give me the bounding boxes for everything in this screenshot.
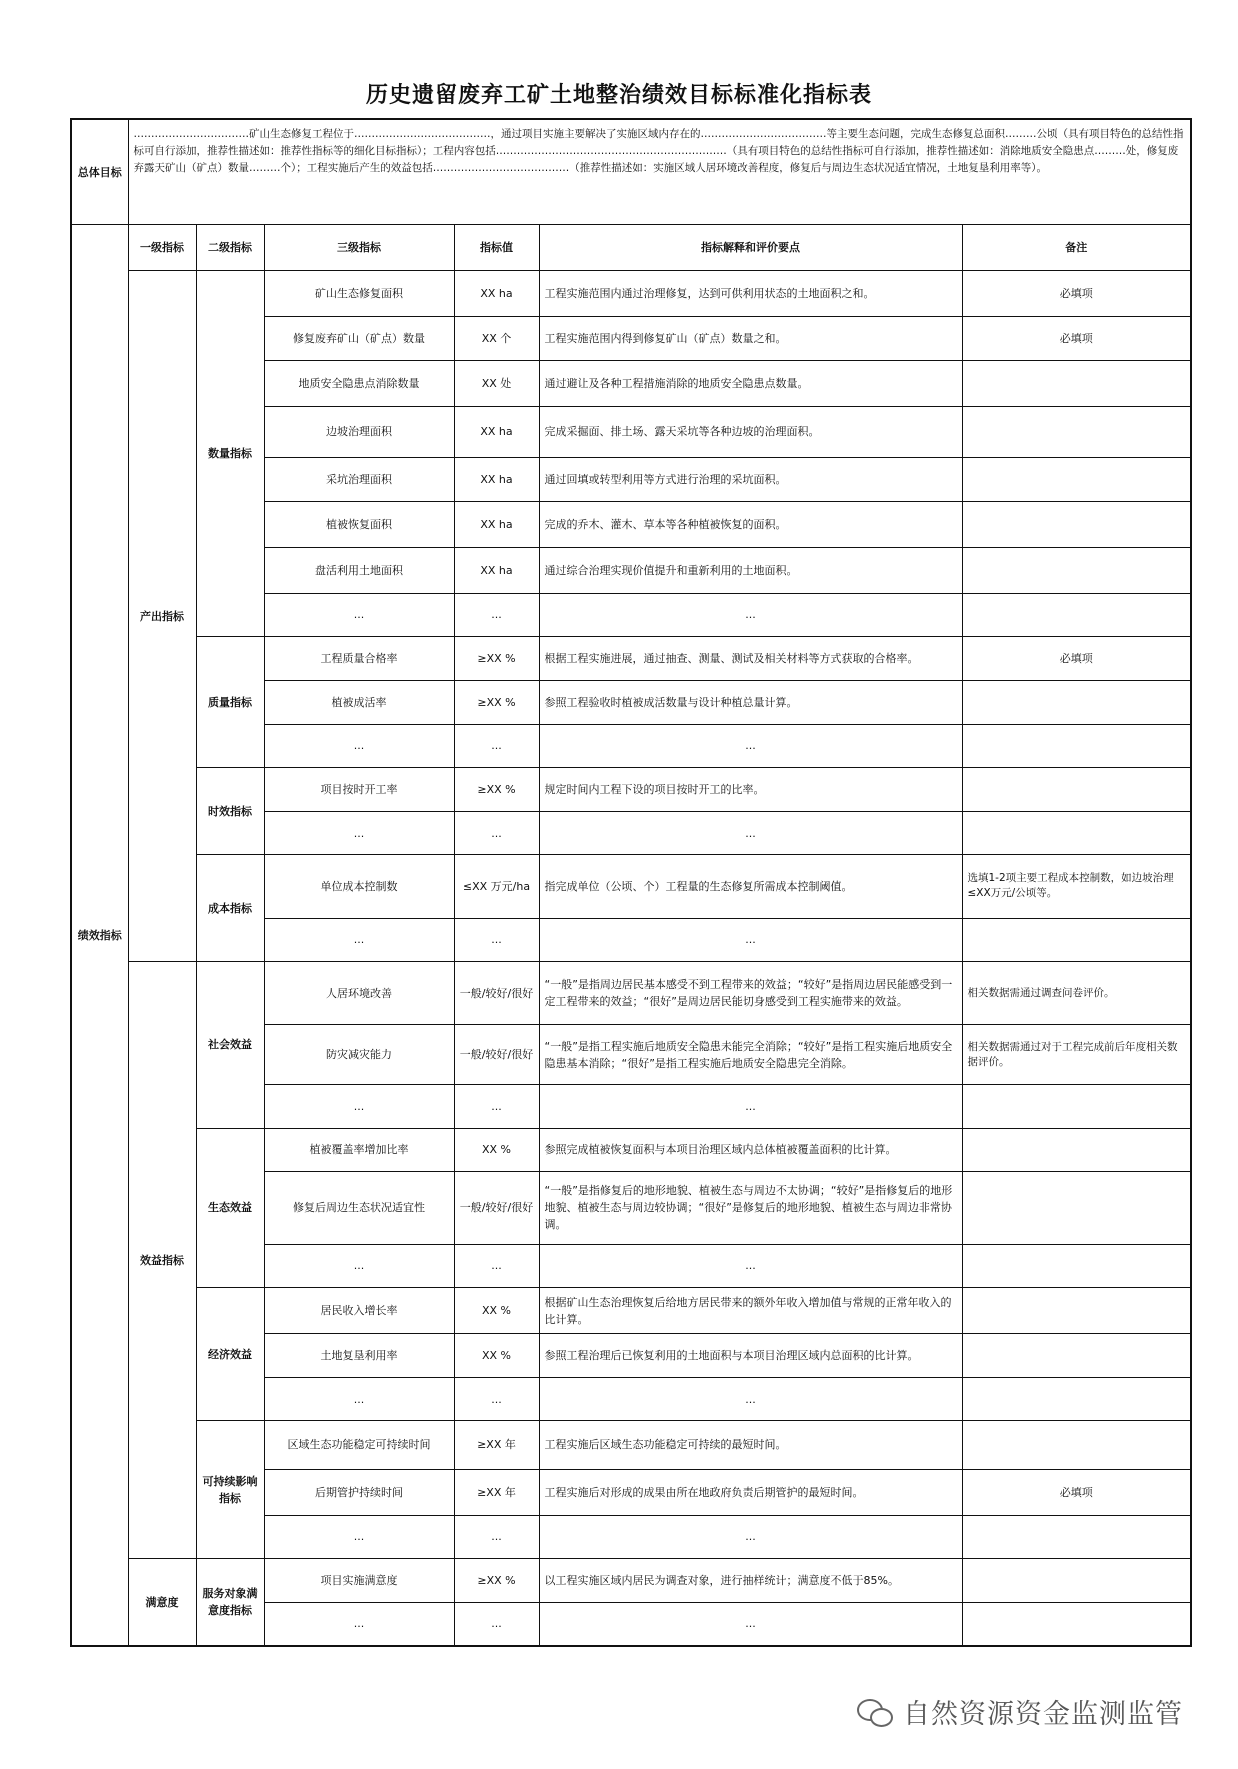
value-cell: ... [454,1515,539,1559]
level3-cell: 项目实施满意度 [264,1559,454,1603]
remark-cell [962,724,1191,768]
remark-cell: 必填项 [962,271,1191,317]
remark-cell [962,547,1191,593]
header-level1: 一级指标 [128,225,196,271]
value-cell: ... [454,1084,539,1128]
remark-cell: 选填1-2项主要工程成本控制数，如边坡治理≤XX万元/公顷等。 [962,855,1191,918]
remark-cell [962,1377,1191,1421]
explain-cell: 指完成单位（公顷、个）工程量的生态修复所需成本控制阈值。 [539,855,962,918]
level3-cell: 修复后周边生态状况适宜性 [264,1172,454,1244]
value-cell: ≥XX % [454,768,539,812]
remark-cell: 必填项 [962,1469,1191,1515]
value-cell: XX ha [454,547,539,593]
explain-cell: 工程实施范围内得到修复矿山（矿点）数量之和。 [539,316,962,360]
value-cell: XX ha [454,458,539,502]
value-cell: ... [454,724,539,768]
level3-cell: ... [264,918,454,962]
table-row [71,1559,1191,1603]
value-cell: 一般/较好/很好 [454,1025,539,1085]
watermark [857,1692,1183,1731]
level3-cell: 矿山生态修复面积 [264,271,454,317]
table-row [71,1421,1191,1469]
value-cell: ... [454,593,539,637]
explain-cell: 以工程实施区域内居民为调查对象，进行抽样统计；满意度不低于85%。 [539,1559,962,1603]
level2-cell: 社会效益 [196,962,264,1128]
level3-cell: ... [264,593,454,637]
explain-cell: 参照工程治理后已恢复利用的土地面积与本项目治理区域内总面积的比计算。 [539,1334,962,1378]
remark-cell [962,1602,1191,1646]
explain-cell: “一般”是指工程实施后地质安全隐患未能完全消除；“较好”是指工程实施后地质安全隐患基本消除；“很好”是指工程实施后地质安全隐患完全消除。 [539,1025,962,1085]
explain-cell: 通过回填或转型利用等方式进行治理的采坑面积。 [539,458,962,502]
value-cell: ≥XX % [454,680,539,724]
remark-cell [962,811,1191,855]
level3-cell: 后期管护持续时间 [264,1469,454,1515]
level3-cell: ... [264,724,454,768]
value-cell: ≥XX % [454,1559,539,1603]
remark-cell [962,501,1191,547]
value-cell: ≥XX % [454,637,539,681]
table-row [71,271,1191,317]
explain-cell: ... [539,811,962,855]
value-cell: ≤XX 万元/ha [454,855,539,918]
header-level2: 二级指标 [196,225,264,271]
level2-cell: 可持续影响指标 [196,1421,264,1559]
level3-cell: 区域生态功能稳定可持续时间 [264,1421,454,1469]
explain-cell: 工程实施后对形成的成果由所在地政府负责后期管护的最短时间。 [539,1469,962,1515]
explain-cell: ... [539,593,962,637]
level2-cell: 成本指标 [196,855,264,962]
level2-cell: 服务对象满意度指标 [196,1559,264,1646]
value-cell: XX ha [454,501,539,547]
level3-cell: 边坡治理面积 [264,406,454,458]
remark-cell: 相关数据需通过对于工程完成前后年度相关数据评价。 [962,1025,1191,1085]
level3-cell: 植被覆盖率增加比率 [264,1128,454,1172]
explain-cell: 规定时间内工程下设的项目按时开工的比率。 [539,768,962,812]
remark-cell: 必填项 [962,637,1191,681]
level3-cell: 地质安全隐患点消除数量 [264,360,454,406]
level3-cell: 土地复垦利用率 [264,1334,454,1378]
explain-cell: “一般”是指周边居民基本感受不到工程带来的效益；“较好”是指周边居民能感受到一定工程带来的效益；“很好”是周边居民能切身感受到工程实施带来的效益。 [539,962,962,1025]
remark-cell [962,1515,1191,1559]
level3-cell: 工程质量合格率 [264,637,454,681]
level2-cell: 生态效益 [196,1128,264,1288]
value-cell: 一般/较好/很好 [454,1172,539,1244]
explain-cell: 完成采掘面、排土场、露天采坑等各种边坡的治理面积。 [539,406,962,458]
remark-cell: 必填项 [962,316,1191,360]
remark-cell [962,768,1191,812]
level3-cell: 人居环境改善 [264,962,454,1025]
explain-cell: 完成的乔木、灌木、草本等各种植被恢复的面积。 [539,501,962,547]
value-cell: ... [454,1602,539,1646]
value-cell: XX % [454,1334,539,1378]
level2-cell: 经济效益 [196,1288,264,1421]
header-explain: 指标解释和评价要点 [539,225,962,271]
remark-cell [962,458,1191,502]
overall-goal-text: ……………………………矿山生态修复工程位于…………………………………，通过项目实施主要解决了实施区域内存在的………………………………等主要生态问题，完成生态修复总面积………公顷（具有项目特色的总结性指标可自行添加，推荐性描述如：推荐性指标等的细化目标指标）；工程内容包括…………………………………………………………（具有项目特色的总结性指标可自行添加，推荐性描述如：消除地质安全隐患点………处，修复废弃露天矿山（矿点）数量………个）；工程实施后产生的效益包括…………………………………（推荐性描述如：实施区域人居环境改善程度，修复后与周边生态状况适宜情况，土地复垦利用率等）。 [128,119,1191,225]
remark-cell [962,1172,1191,1244]
remark-cell [962,1128,1191,1172]
explain-cell: 根据工程实施进展，通过抽查、测量、测试及相关材料等方式获取的合格率。 [539,637,962,681]
level3-cell: 植被恢复面积 [264,501,454,547]
level3-cell: 单位成本控制数 [264,855,454,918]
value-cell: XX 个 [454,316,539,360]
table-row [71,637,1191,681]
remark-cell: 相关数据需通过调查问卷评价。 [962,962,1191,1025]
level3-cell: 盘活利用土地面积 [264,547,454,593]
explain-cell: 通过避让及各种工程措施消除的地质安全隐患点数量。 [539,360,962,406]
value-cell: XX ha [454,271,539,317]
level2-cell: 质量指标 [196,637,264,768]
value-cell: ≥XX 年 [454,1469,539,1515]
table-row [71,855,1191,918]
level3-cell: ... [264,1602,454,1646]
value-cell: XX 处 [454,360,539,406]
value-cell: XX % [454,1128,539,1172]
performance-indicator-label: 绩效指标 [71,225,128,1646]
header-level3: 三级指标 [264,225,454,271]
remark-cell [962,1334,1191,1378]
explain-cell: 参照完成植被恢复面积与本项目治理区域内总体植被覆盖面积的比计算。 [539,1128,962,1172]
level3-cell: ... [264,1515,454,1559]
explain-cell: ... [539,1515,962,1559]
header-row [71,225,1191,271]
remark-cell [962,1084,1191,1128]
table-row [71,1128,1191,1172]
indicator-table [70,118,1192,1647]
explain-cell: ... [539,1602,962,1646]
level3-cell: 防灾减灾能力 [264,1025,454,1085]
level3-cell: 采坑治理面积 [264,458,454,502]
level1-cell: 满意度 [128,1559,196,1646]
header-remark: 备注 [962,225,1191,271]
table-row [71,768,1191,812]
level3-cell: 植被成活率 [264,680,454,724]
level3-cell: ... [264,1084,454,1128]
level3-cell: ... [264,1244,454,1288]
explain-cell: ... [539,1244,962,1288]
remark-cell [962,1288,1191,1334]
explain-cell: 根据矿山生态治理恢复后给地方居民带来的额外年收入增加值与常规的正常年收入的比计算。 [539,1288,962,1334]
explain-cell: “一般”是指修复后的地形地貌、植被生态与周边不太协调；“较好”是指修复后的地形地貌、植被生态与周边较协调；“很好”是修复后的地形地貌、植被生态与周边非常协调。 [539,1172,962,1244]
explain-cell: 工程实施范围内通过治理修复，达到可供利用状态的土地面积之和。 [539,271,962,317]
remark-cell [962,593,1191,637]
level3-cell: ... [264,1377,454,1421]
explain-cell: ... [539,1084,962,1128]
level3-cell: 修复废弃矿山（矿点）数量 [264,316,454,360]
level3-cell: ... [264,811,454,855]
header-value: 指标值 [454,225,539,271]
overall-goal-row [71,119,1191,225]
page-title: 历史遗留废弃工矿土地整治绩效目标标准化指标表 [365,82,872,108]
remark-cell [962,680,1191,724]
wechat-icon [857,1697,893,1727]
remark-cell [962,1244,1191,1288]
table-row [71,962,1191,1025]
explain-cell: 工程实施后区域生态功能稳定可持续的最短时间。 [539,1421,962,1469]
explain-cell: 通过综合治理实现价值提升和重新利用的土地面积。 [539,547,962,593]
remark-cell [962,360,1191,406]
value-cell: ... [454,918,539,962]
value-cell: XX ha [454,406,539,458]
value-cell: 一般/较好/很好 [454,962,539,1025]
value-cell: ... [454,1244,539,1288]
explain-cell: ... [539,918,962,962]
value-cell: ≥XX 年 [454,1421,539,1469]
value-cell: ... [454,811,539,855]
remark-cell [962,1421,1191,1469]
explain-cell: 参照工程验收时植被成活数量与设计种植总量计算。 [539,680,962,724]
table-row [71,1288,1191,1334]
level2-cell: 时效指标 [196,768,264,855]
value-cell: XX % [454,1288,539,1334]
level2-cell: 数量指标 [196,271,264,637]
overall-goal-label: 总体目标 [71,119,128,225]
remark-cell [962,406,1191,458]
remark-cell [962,1559,1191,1603]
watermark-text: 自然资源资金监测监管 [903,1699,1183,1730]
value-cell: ... [454,1377,539,1421]
level1-cell: 效益指标 [128,962,196,1559]
explain-cell: ... [539,724,962,768]
remark-cell [962,918,1191,962]
explain-cell: ... [539,1377,962,1421]
level3-cell: 居民收入增长率 [264,1288,454,1334]
level1-cell: 产出指标 [128,271,196,962]
level3-cell: 项目按时开工率 [264,768,454,812]
